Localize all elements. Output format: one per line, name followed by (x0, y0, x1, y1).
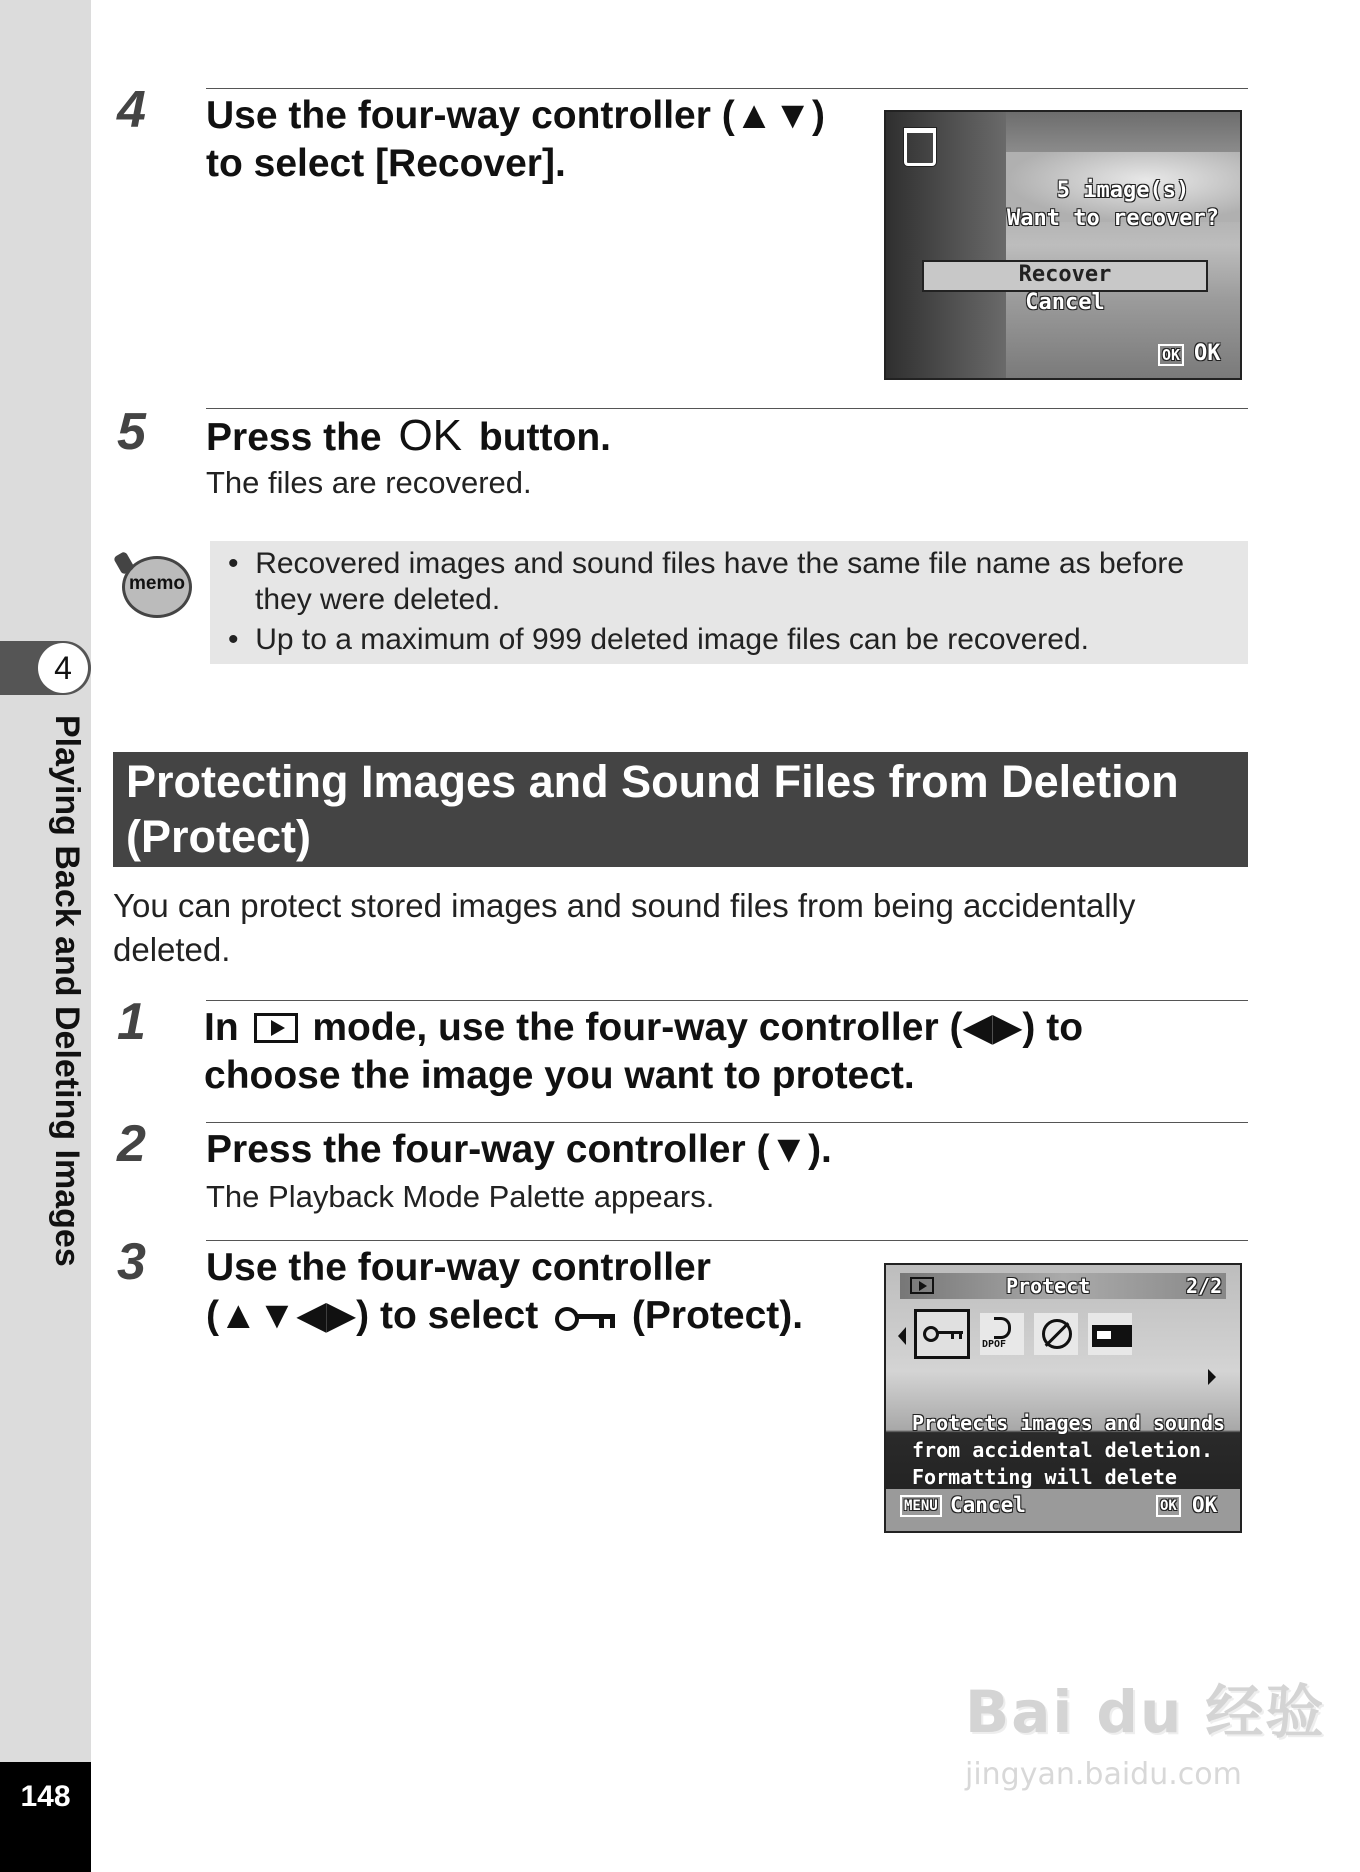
watermark-brand: Bai du 经验 (965, 1678, 1326, 1746)
step-divider (206, 88, 1248, 89)
intro-text: deleted. (113, 931, 231, 968)
dpof-option[interactable] (980, 1313, 1024, 1355)
step-body: The files are recovered. (206, 465, 532, 500)
section-title: Protecting Images and Sound Files from Deletion (126, 756, 1179, 807)
step-title (204, 1004, 1083, 1052)
section-title: (Protect) (126, 811, 312, 862)
step-title: Press the four-way controller (▼). (206, 1128, 832, 1171)
palette-title: Protect (1006, 1274, 1091, 1298)
camera-screen-recover (884, 110, 1242, 380)
memo-clip (113, 551, 135, 575)
recover-count: 5 image(s) (1056, 178, 1190, 203)
ok-label[interactable]: OK (1192, 1493, 1218, 1517)
arrow-left-icon[interactable] (898, 1327, 906, 1345)
step-title-pre: In (204, 1006, 239, 1049)
camera-screen-protect (884, 1263, 1242, 1533)
ok-button-symbol: OK (398, 411, 463, 460)
step-number: 5 (117, 403, 146, 461)
ok-label[interactable]: OK (1194, 341, 1221, 366)
no-sound-option[interactable] (1034, 1313, 1078, 1355)
step-number: 3 (117, 1233, 146, 1291)
step-title-pre: (▲▼◀▶) to select (206, 1294, 539, 1337)
memo-icon-label: memo (129, 573, 185, 594)
watermark-url: jingyan.baidu.com (965, 1757, 1242, 1792)
step-title: to select [Recover]. (206, 142, 566, 185)
step-title: Use the four-way controller (▲▼) (206, 94, 825, 137)
trash-recover-icon (904, 128, 936, 166)
arrow-right-icon[interactable] (1208, 1369, 1216, 1385)
key-tooth (951, 1331, 954, 1339)
image-option[interactable] (1088, 1313, 1132, 1355)
protect-option[interactable] (914, 1309, 970, 1359)
step-title-post: mode, use the four-way controller (◀▶) to (312, 1006, 1084, 1049)
page-number-box (0, 1762, 91, 1872)
step-title (206, 412, 611, 462)
step-title: choose the image you want to protect. (204, 1054, 915, 1097)
memo-bullet: • Recovered images and sound files have the same file name as before (228, 547, 1185, 580)
step-number: 1 (117, 993, 146, 1051)
step-divider (206, 1240, 1248, 1241)
step-title-post: button. (478, 416, 611, 459)
protect-description: Protects images and sounds (912, 1411, 1226, 1435)
cancel-option[interactable]: Cancel (1025, 290, 1105, 315)
step-title-pre: Press the (206, 416, 382, 459)
page-number: 148 (20, 1780, 71, 1813)
cancel-label[interactable]: Cancel (950, 1493, 1026, 1517)
key-tooth (959, 1331, 962, 1339)
memo-bullet-text: Up to a maximum of 999 deleted image files can be recovered. (255, 623, 1089, 656)
dpof-label: DPOF (982, 1339, 1007, 1350)
step-title-post: (Protect). (631, 1294, 804, 1337)
step-number: 2 (117, 1115, 146, 1173)
playback-icon (910, 1277, 934, 1294)
step-divider (206, 1122, 1248, 1123)
protect-description: Formatting will delete (912, 1465, 1177, 1489)
memo-icon (122, 556, 192, 618)
recover-option[interactable]: Recover (1018, 262, 1112, 287)
protect-description: from accidental deletion. (912, 1438, 1214, 1462)
step-title (206, 1292, 803, 1340)
playback-mode-icon (254, 1013, 298, 1043)
step-body: The Playback Mode Palette appears. (206, 1179, 715, 1214)
step-title: Use the four-way controller (206, 1246, 711, 1289)
dpof-icon (994, 1317, 1011, 1339)
chapter-title: Playing Back and Deleting Images (48, 715, 86, 1267)
step-number: 4 (117, 81, 146, 139)
memo-bullet-text: Recovered images and sound files have the same file name as before (255, 547, 1185, 580)
key-protect-icon (553, 1303, 617, 1331)
watermark-logo (965, 1665, 1325, 1792)
memo-bullet-cont: they were deleted. (255, 583, 501, 616)
step-divider (206, 408, 1248, 409)
key-icon (923, 1326, 939, 1342)
image-option-icon (1092, 1325, 1132, 1347)
menu-badge: MENU (900, 1495, 942, 1517)
recover-prompt: Want to recover? (1007, 206, 1219, 231)
intro-text: You can protect stored images and sound files from being accidentally (113, 887, 1136, 924)
step-divider (206, 1000, 1248, 1001)
ok-badge: OK (1156, 1495, 1181, 1517)
chapter-number: 4 (38, 643, 88, 693)
memo-bullet: • Up to a maximum of 999 deleted image files can be recovered. (228, 623, 1089, 656)
palette-page: 2/2 (1186, 1274, 1223, 1298)
ok-badge: OK (1158, 344, 1184, 366)
